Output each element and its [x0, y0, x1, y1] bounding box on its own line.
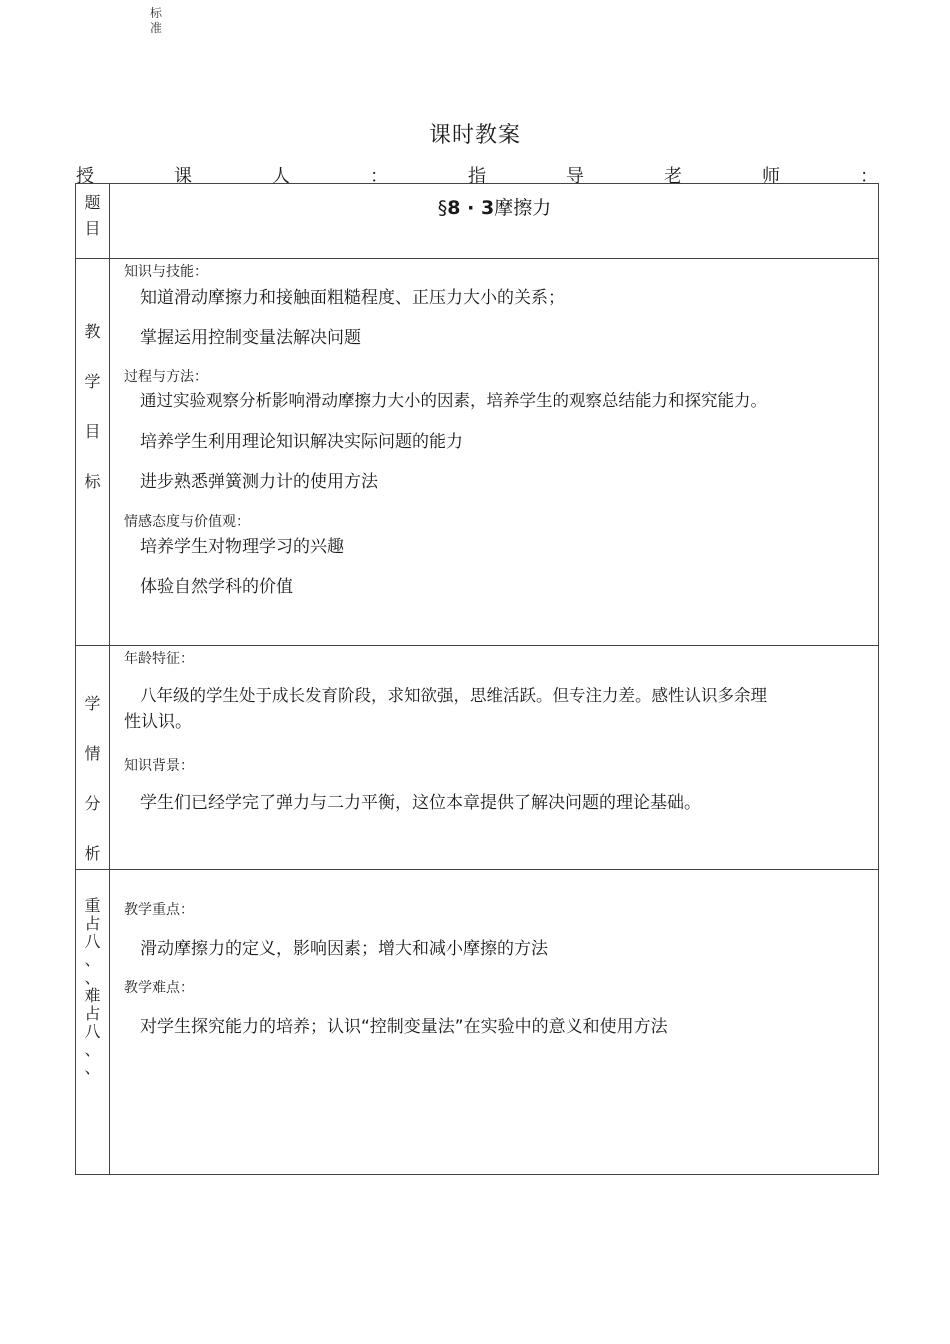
analysis-line: 性认识。 [124, 712, 192, 732]
analysis-heading-background: 知识背景： [124, 758, 194, 774]
row-label-char: 分 [84, 794, 101, 813]
objectives-line: 进步熟悉弹簧测力计的使用方法 [140, 472, 378, 492]
row-label-char: 、 [84, 1058, 101, 1077]
row-label-char: 目 [84, 219, 101, 238]
row-label-char: 占 [84, 914, 101, 933]
analysis-line: 八年级的学生处于成长发育阶段，求知欲强，思维活跃。但专注力差。感性认识多余理 [140, 686, 767, 705]
objectives-heading-process: 过程与方法： [124, 369, 208, 385]
row-label-topic [76, 190, 109, 242]
table-row-divider [75, 869, 879, 870]
key-points-line: 滑动摩擦力的定义，影响因素；增大和减小摩擦的方法 [140, 939, 548, 959]
row-label-char: 八 [84, 1022, 101, 1041]
info-char: ： [860, 166, 878, 187]
row-label-char: 标 [84, 472, 101, 491]
difficult-points-line: 对学生探究能力的培养；认识“控制变量法”在实验中的意义和使用方法 [140, 1017, 668, 1037]
row-label-char: 情 [84, 744, 101, 763]
row-label-key-points [76, 897, 109, 1077]
info-char: 导 [566, 166, 584, 187]
objectives-heading-attitude: 情感态度与价值观： [124, 514, 250, 530]
row-label-char: 八 [84, 932, 101, 951]
info-char: 课 [174, 166, 192, 187]
section-symbol: § [437, 197, 448, 219]
row-label-char: 教 [84, 322, 101, 341]
row-label-char: 、 [84, 1040, 101, 1059]
row-label-char: 难 [84, 986, 101, 1005]
corner-note [150, 6, 162, 36]
page-title: 课时教案 [428, 123, 521, 148]
info-char: 指 [468, 166, 486, 187]
info-char: 老 [664, 166, 682, 187]
row-label-char: 学 [84, 694, 101, 713]
key-points-heading: 教学重点： [124, 902, 194, 918]
instructor-info-row [76, 162, 878, 187]
lesson-topic-title [110, 193, 879, 220]
row-label-char: 析 [84, 844, 101, 863]
objectives-heading-knowledge: 知识与技能： [124, 264, 208, 280]
table-row-divider [75, 258, 879, 259]
table-column-divider [109, 183, 110, 1175]
topic-text: 摩擦力 [494, 197, 552, 219]
row-label-char: 重 [84, 896, 101, 915]
info-char: ： [370, 166, 388, 187]
section-number: 8 · 3 [447, 197, 495, 219]
objectives-line: 培养学生对物理学习的兴趣 [140, 537, 344, 557]
analysis-heading-age: 年龄特征： [124, 651, 194, 667]
info-char: 授 [76, 166, 94, 187]
info-char: 师 [762, 166, 780, 187]
row-label-objectives [76, 307, 109, 507]
objectives-line: 通过实验观察分析影响滑动摩擦力大小的因素，培养学生的观察总结能力和探究能力。 [140, 391, 767, 410]
info-char: 人 [272, 166, 290, 187]
objectives-line: 掌握运用控制变量法解决问题 [140, 328, 361, 348]
row-label-char: 、 [84, 968, 101, 987]
corner-note-char: 准 [150, 21, 163, 35]
objectives-line: 培养学生利用理论知识解决实际问题的能力 [140, 432, 463, 452]
row-label-char: 目 [84, 422, 101, 441]
corner-note-char: 标 [150, 6, 163, 20]
row-label-char: 、 [84, 950, 101, 969]
difficult-points-heading: 教学难点： [124, 980, 194, 996]
row-label-char: 题 [84, 193, 101, 212]
table-row-divider [75, 645, 879, 646]
row-label-char: 占 [84, 1004, 101, 1023]
objectives-line: 知道滑动摩擦力和接触面粗糙程度、正压力大小的关系； [140, 288, 565, 308]
objectives-line: 体验自然学科的价值 [140, 577, 293, 597]
analysis-line: 学生们已经学完了弹力与二力平衡，这位本章提供了解决问题的理论基础。 [140, 793, 701, 813]
row-label-analysis [76, 679, 109, 879]
row-label-char: 学 [84, 372, 101, 391]
